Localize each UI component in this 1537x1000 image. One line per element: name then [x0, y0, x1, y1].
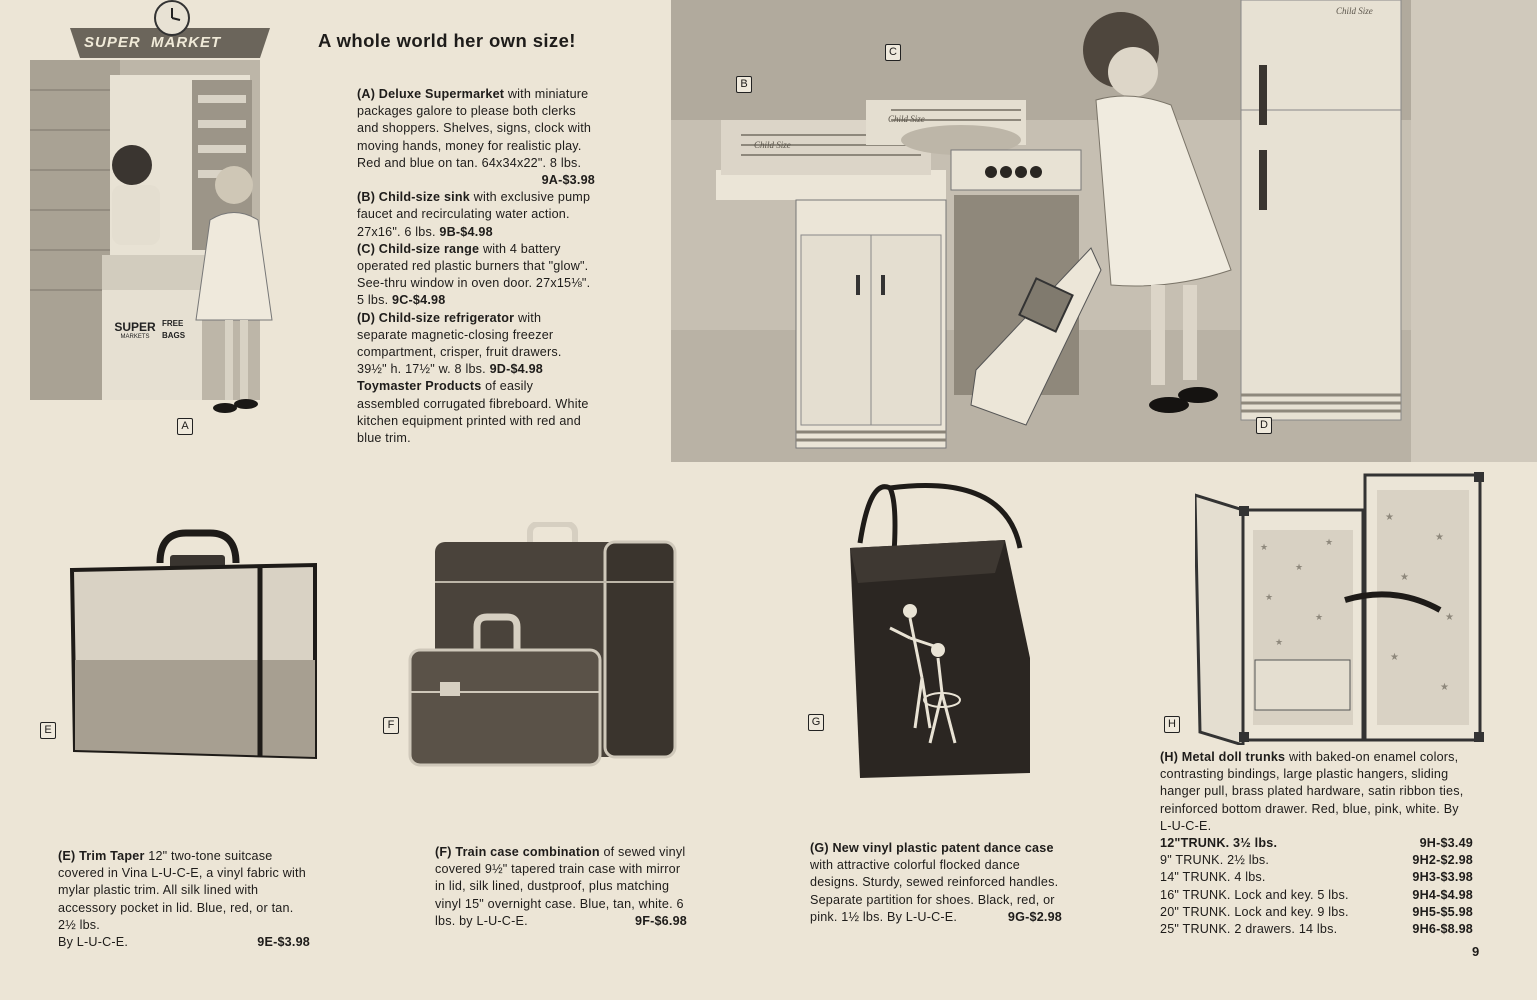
trunk-row: 14" TRUNK. 4 lbs. 9H3-$3.98	[1160, 870, 1473, 885]
toymaster-title: Toymaster Products	[357, 379, 482, 394]
item-c-price: 9C-$4.98	[392, 293, 446, 308]
svg-text:★: ★	[1435, 532, 1444, 543]
item-b-title: (B) Child-size sink	[357, 190, 470, 205]
free-bags-sign: FREE BAGS	[162, 319, 186, 340]
item-c-desc: with 4 battery operated red plastic burners that "glow". See-thru window in oven door. 27x15⅛". 5 lbs.	[357, 241, 591, 308]
page-number: 9	[1472, 944, 1480, 959]
svg-text:★: ★	[1445, 612, 1454, 623]
fridge-brand-logo: Child Size	[1336, 6, 1373, 16]
svg-text:★: ★	[1295, 563, 1304, 573]
photo-label-a: A	[177, 418, 193, 435]
trunk-row: 12"TRUNK. 3½ lbs. 9H-$3.49	[1160, 836, 1473, 851]
svg-text:★: ★	[1325, 538, 1334, 548]
item-g-title: (G) New vinyl plastic patent dance case	[810, 841, 1054, 855]
item-g-price: 9G-$2.98	[1007, 909, 1062, 924]
item-b	[357, 189, 595, 241]
svg-text:★: ★	[1440, 682, 1449, 693]
item-d-desc: with separate magnetic-closing freezer compartment, crisper, fruit drawers. 39½" h. 17½" w. 8 lbs.	[357, 310, 562, 377]
trunk-row: 25" TRUNK. 2 drawers. 14 lbs. 9H6-$8.98	[1160, 922, 1473, 937]
item-a-desc: with miniature packages galore to please both clerks and shoppers. Shelves, signs, clock with moving hands, money for realistic play. Red and blue on tan. 64x34x22". 8 lbs.	[357, 87, 592, 170]
item-h-title: (H) Metal doll trunks	[1160, 750, 1286, 764]
item-g	[810, 840, 1062, 926]
photo-label-f: F	[383, 717, 399, 734]
photo-label-e: E	[40, 722, 56, 739]
item-d	[357, 310, 595, 379]
svg-text:★: ★	[1315, 613, 1324, 623]
kitchen-copy-block	[357, 86, 595, 447]
supermarket-photo	[20, 0, 285, 430]
svg-text:★: ★	[1400, 572, 1409, 583]
item-e-price: 9E-$3.98	[257, 935, 310, 950]
page-headline: A whole world her own size!	[318, 30, 576, 51]
trunk-row: 9" TRUNK. 2½ lbs. 9H2-$2.98	[1160, 853, 1473, 868]
item-d-price: 9D-$4.98	[489, 362, 543, 377]
kitchen-photo	[671, 0, 1537, 462]
item-f-price: 9F-$6.98	[634, 913, 687, 928]
item-f-title: (F) Train case combination	[435, 845, 600, 859]
item-g-desc: with attractive colorful flocked dance designs. Sturdy, sewed reinforced handles. Separate partition for shoes. Black, red, or pink. 1½ lbs. By L-U-C-E.	[810, 858, 1059, 924]
svg-text:★: ★	[1390, 652, 1399, 663]
svg-text:★: ★	[1265, 593, 1274, 603]
suitcase-e-photo	[60, 525, 320, 760]
item-f-desc: of sewed vinyl covered 9½" tapered train case with mirror in lid, silk lined, dustproof, plus matching vinyl 15" overnight case. Blue, tan, white. 6 lbs. by L-U-C-E.	[435, 845, 686, 928]
item-h-desc: with baked-on enamel colors, contrasting bindings, large plastic hangers, sliding hanger pull, brass plated hardware, satin ribbon ties, reinforced bottom drawer. Red, blue, pink, white. By L-U-C-E.	[1160, 750, 1464, 833]
photo-label-c: C	[885, 44, 901, 61]
toymaster-note	[357, 378, 595, 447]
trunk-price-list	[1160, 835, 1473, 938]
item-a-price: 9A-$3.98	[541, 173, 595, 188]
item-h	[1160, 749, 1473, 938]
item-e	[58, 848, 310, 951]
item-b-desc: with exclusive pump faucet and recirculating water action. 27x16". 6 lbs.	[357, 190, 591, 239]
sink-brand-logo: Child Size	[754, 140, 791, 150]
doll-trunk-h-photo	[1195, 470, 1485, 745]
item-e-desc: 12" two-tone suitcase covered in Vina L-U-C-E, a vinyl fabric with mylar plastic trim. All silk lined with accessory pocket in lid. Blue, red, or tan. 2½ lbs.	[58, 849, 306, 932]
photo-label-g: G	[808, 714, 824, 731]
item-e-title: (E) Trim Taper	[58, 849, 145, 863]
supermarket-sign-text: SUPER MARKET	[84, 34, 222, 51]
photo-label-d: D	[1256, 417, 1272, 434]
dance-case-g-photo	[830, 478, 1040, 778]
item-f	[435, 844, 687, 930]
item-a-title: (A) Deluxe Supermarket	[357, 87, 505, 101]
item-c	[357, 241, 595, 310]
item-a	[357, 86, 595, 189]
trunk-row: 16" TRUNK. Lock and key. 5 lbs. 9H4-$4.98	[1160, 887, 1473, 902]
booth-sign: SUPER MARKETS	[114, 320, 156, 340]
svg-text:★: ★	[1260, 543, 1269, 553]
photo-label-h: H	[1164, 716, 1180, 733]
item-b-price: 9B-$4.98	[439, 224, 493, 239]
range-brand-logo: Child Size	[888, 114, 925, 124]
svg-text:★: ★	[1275, 638, 1284, 648]
item-c-title: (C) Child-size range	[357, 241, 480, 256]
trunk-row: 20" TRUNK. Lock and key. 9 lbs. 9H5-$5.98	[1160, 904, 1473, 919]
photo-label-b: B	[736, 76, 752, 93]
train-case-f-photo	[405, 522, 685, 767]
svg-text:★: ★	[1385, 512, 1394, 523]
item-e-by: By L-U-C-E.	[58, 935, 129, 950]
item-d-title: (D) Child-size refrigerator	[357, 310, 515, 325]
toymaster-desc: of easily assembled corrugated fibreboard. White kitchen equipment printed with red and blue trim.	[357, 379, 589, 446]
